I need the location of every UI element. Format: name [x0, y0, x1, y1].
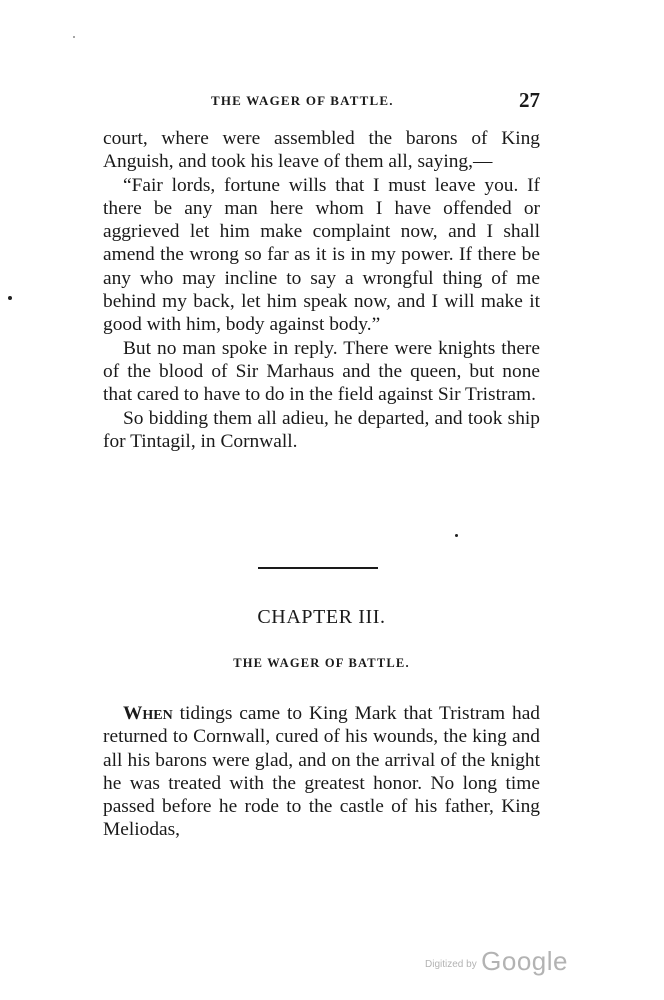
- chapter-heading: CHAPTER III.: [257, 606, 386, 628]
- print-speck: [73, 36, 75, 38]
- lead-word: When: [123, 703, 173, 724]
- paragraph-reply: But no man spoke in reply. There were knights there of the blood of Sir Marhaus and the queen, but none that cared to have to do in the field against Sir Tristram.: [103, 337, 540, 406]
- running-title: THE WAGER OF BATTLE.: [211, 93, 394, 108]
- section-divider: [258, 567, 378, 569]
- paragraph-departure: So bidding them all adieu, he departed, and took ship for Tintagil, in Cornwall.: [103, 407, 540, 452]
- chapter-text-block: [103, 702, 540, 842]
- paragraph-body: tidings came to King Mark that Tristram had returned to Cornwall, cured of his wounds, the king and all his barons were glad, and on the arrival of the knight he was treated with the greatest honor. No long time passed before he rode to the castle of his father, King Meliodas,: [103, 703, 540, 841]
- print-speck: [8, 296, 12, 300]
- opening-text-block: [103, 127, 540, 453]
- chapter-opening-paragraph: [103, 702, 540, 842]
- chapter-subheading: THE WAGER OF BATTLE.: [233, 656, 410, 670]
- paragraph-continuation: court, where were assembled the barons of King Anguish, and took his leave of them all, saying,—: [103, 128, 540, 173]
- watermark-prefix: Digitized by: [425, 959, 477, 970]
- paragraph-speech: “Fair lords, fortune wills that I must leave you. If there be any man here whom I have offended or aggrieved let him make complaint now, and I shall amend the wrong so far as it is in my power. If there be any who may incline to say a wrongful thing of me behind my back, let him speak now, and I will make it good with him, body against body.”: [103, 174, 540, 336]
- google-logo: Google: [481, 946, 568, 976]
- page-number: 27: [519, 88, 540, 112]
- running-head: [103, 88, 540, 112]
- digitized-watermark: [425, 946, 568, 977]
- print-speck: [455, 534, 458, 537]
